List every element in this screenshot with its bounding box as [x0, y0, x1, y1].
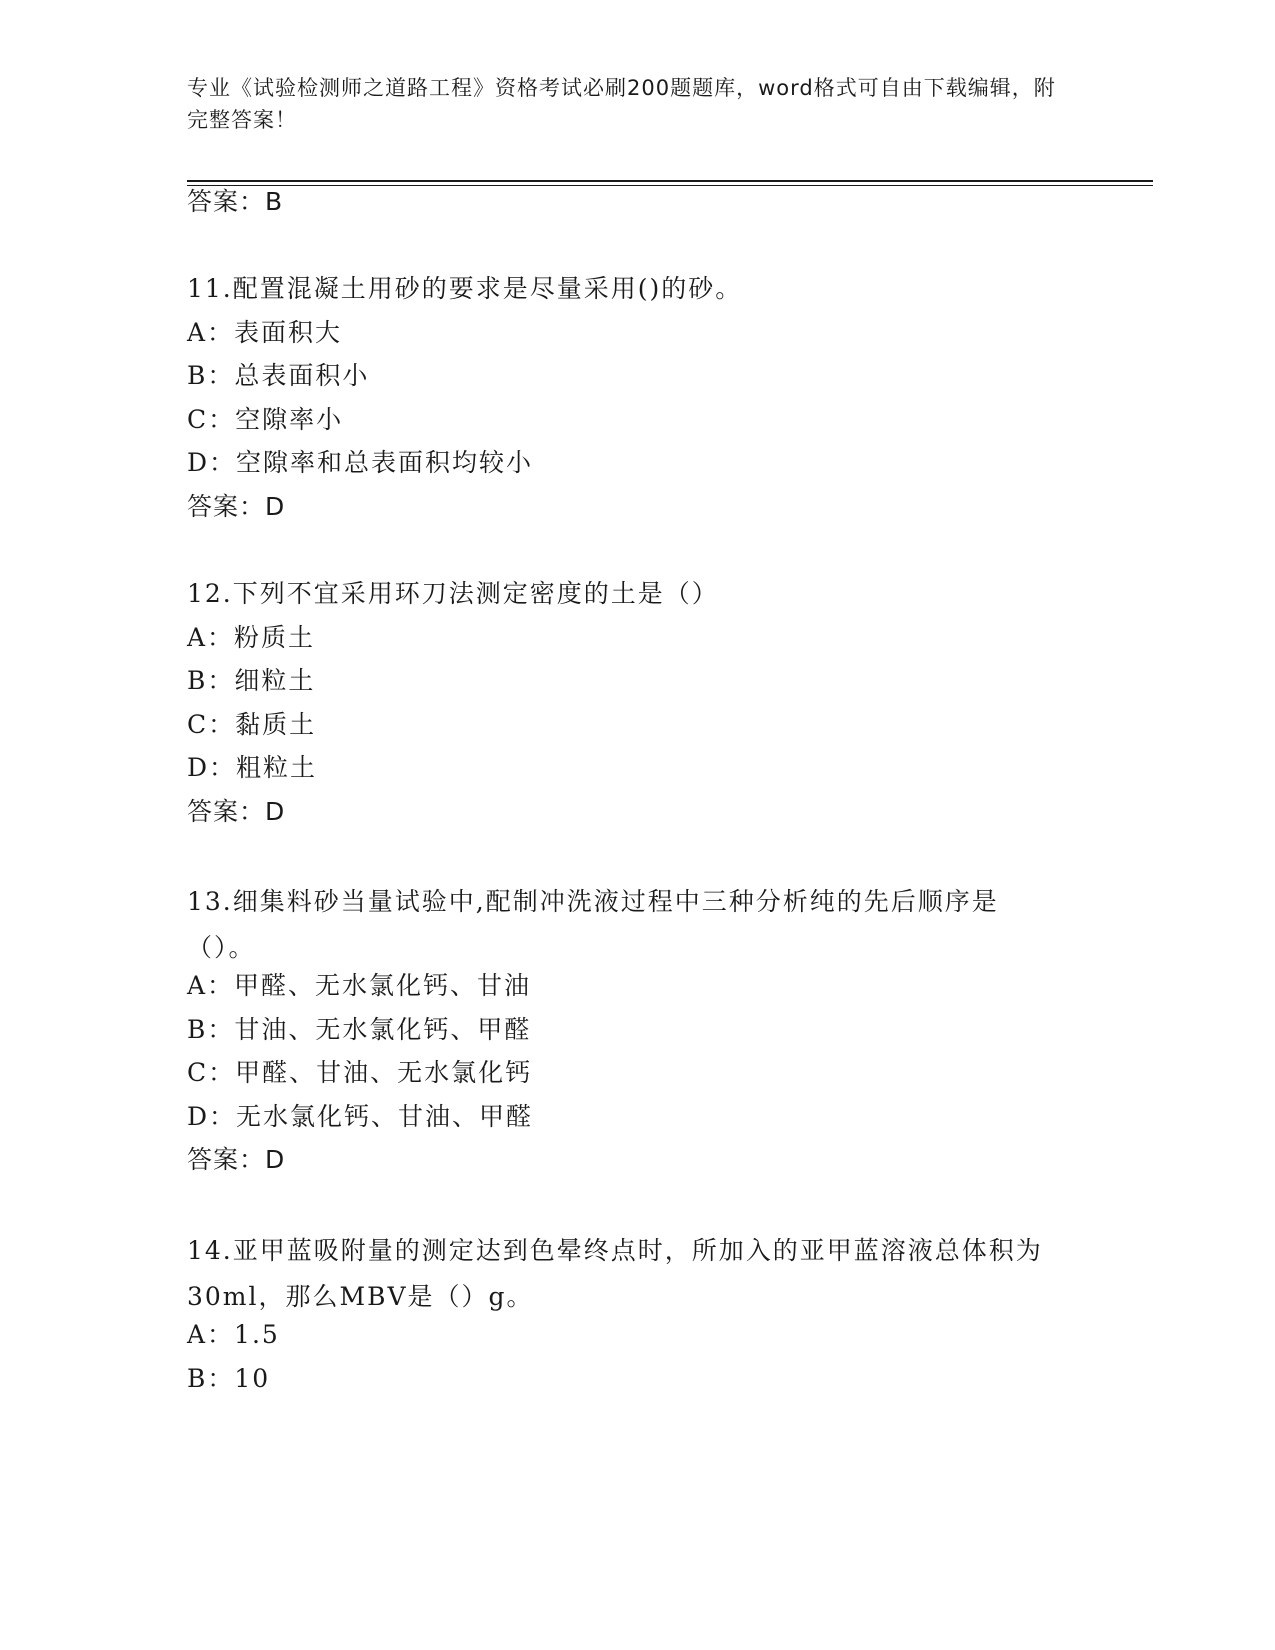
answer-line: 答案：B — [187, 187, 284, 216]
option-a: A：1.5 — [187, 1320, 280, 1349]
option-c: C：空隙率小 — [187, 405, 344, 434]
answer-line: 答案：D — [187, 492, 286, 521]
option-c: C：甲醛、甘油、无水氯化钙 — [187, 1058, 533, 1087]
question-stem: 11.配置混凝土用砂的要求是尽量采用()的砂。 — [187, 274, 743, 303]
option-c: C：黏质土 — [187, 710, 317, 739]
question-stem: 13.细集料砂当量试验中,配制冲洗液过程中三种分析纯的先后顺序是（）。 — [187, 887, 999, 962]
question-stem: 14.亚甲蓝吸附量的测定达到色晕终点时，所加入的亚甲蓝溶液总体积为30ml，那么MBV是（）g。 — [187, 1236, 1043, 1311]
option-b: B：甘油、无水氯化钙、甲醛 — [187, 1015, 532, 1044]
answer-line: 答案：D — [187, 797, 286, 826]
answer-line: 答案：D — [187, 1145, 286, 1174]
option-a: A：甲醛、无水氯化钙、甘油 — [187, 971, 532, 1000]
option-b: B：细粒土 — [187, 666, 316, 695]
option-a: A：粉质土 — [187, 623, 316, 652]
option-b: B：总表面积小 — [187, 361, 370, 390]
option-b: B：10 — [187, 1364, 271, 1393]
document-header: 专业《试验检测师之道路工程》资格考试必刷200题题库，word格式可自由下载编辑，附完整答案！ — [187, 76, 1056, 132]
option-a: A：表面积大 — [187, 318, 343, 347]
header-divider-thin — [187, 185, 1153, 186]
option-d: D：粗粒土 — [187, 753, 318, 782]
question-stem: 12.下列不宜采用环刀法测定密度的土是（） — [187, 579, 719, 608]
option-d: D：空隙率和总表面积均较小 — [187, 448, 534, 477]
header-divider-thick — [187, 180, 1153, 182]
option-d: D：无水氯化钙、甘油、甲醛 — [187, 1102, 534, 1131]
